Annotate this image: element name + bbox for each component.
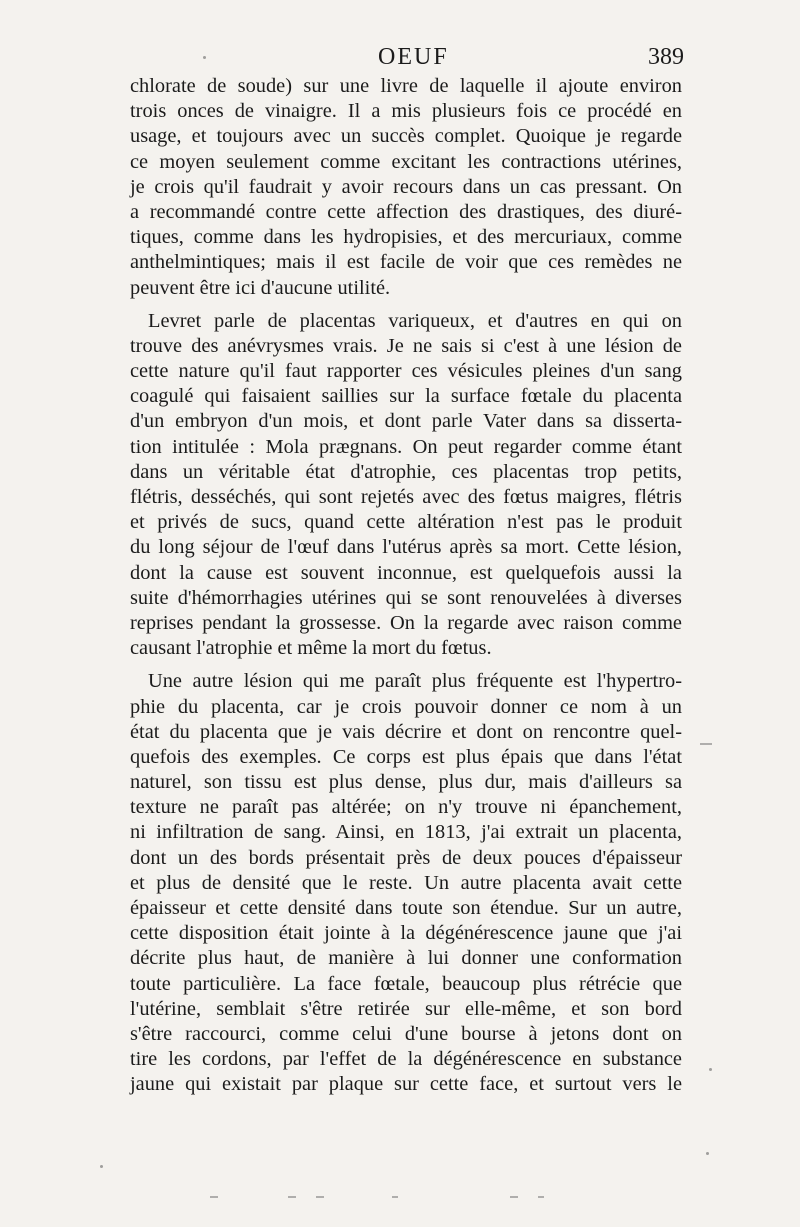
text-line: texture ne paraît pas altérée; on n'y trouve ni épanchement, xyxy=(130,796,682,819)
scan-speck xyxy=(706,1152,709,1155)
text-line: et privés de sucs, quand cette altération n'est pas le produit xyxy=(130,511,682,534)
running-header xyxy=(130,44,684,78)
text-line: anthelmintiques; mais il est facile de voir que ces remèdes ne xyxy=(130,251,682,274)
text-line: flétris, desséchés, qui sont rejetés avec des fœtus maigres, flétris xyxy=(130,486,682,508)
text-line: trouve des anévrysmes vrais. Je ne sais si c'est à une lésion de xyxy=(130,334,682,357)
text-line: tire les cordons, par l'effet de la dégénérescence en substance xyxy=(130,1048,682,1071)
page-number: 389 xyxy=(648,44,684,70)
text-line: chlorate de soude) sur une livre de laquelle il ajoute environ xyxy=(130,75,682,97)
text-line: décrite plus haut, de manière à lui donner une conformation xyxy=(130,947,682,970)
text-line: état du placenta que je vais décrire et dont on rencontre quel- xyxy=(130,720,682,743)
text-line: tiques, comme dans les hydropisies, et des mercuriaux, comme xyxy=(130,226,682,249)
text-line: tion intitulée : Mola prægnans. On peut regarder comme étant xyxy=(130,435,682,458)
text-line: causant l'atrophie et même la mort du fœtus. xyxy=(130,637,492,660)
text-line: cette disposition était jointe à la dégénérescence jaune que j'ai xyxy=(130,922,682,945)
text-line: Levret parle de placentas variqueux, et d'autres en qui on xyxy=(148,309,682,332)
text-line: phie du placenta, car je crois pouvoir donner ce nom à un xyxy=(130,695,682,718)
text-line: jaune qui existait par plaque sur cette face, et surtout vers le xyxy=(130,1073,682,1096)
text-line: suite d'hémorrhagies utérines qui se sont renouvelées à diverses xyxy=(130,586,682,609)
paragraph-2 xyxy=(130,309,682,662)
scan-mark xyxy=(288,1196,296,1198)
paragraph-1 xyxy=(130,74,682,301)
text-line: trois onces de vinaigre. Il a mis plusieurs fois ce procédé en xyxy=(130,100,682,123)
text-line: a recommandé contre cette affection des drastiques, des diuré- xyxy=(130,200,682,223)
text-line: quefois des exemples. Ce corps est plus épais que dans l'état xyxy=(130,745,682,768)
text-line: cette nature qu'il faut rapporter ces vésicules pleines d'un sang xyxy=(130,360,682,383)
text-line: je crois qu'il faudrait y avoir recours dans un cas pressant. On xyxy=(130,175,682,198)
text-line: ce moyen seulement comme excitant les contractions utérines, xyxy=(130,150,682,173)
text-line: Une autre lésion qui me paraît plus fréquente est l'hypertro- xyxy=(148,670,682,693)
text-line: usage, et toujours avec un succès complet. Quoique je regarde xyxy=(130,125,682,148)
scan-mark xyxy=(210,1196,218,1198)
text-line: l'utérine, semblait s'être retirée sur elle-même, et son bord xyxy=(130,997,682,1020)
scan-mark xyxy=(510,1196,518,1198)
body-text xyxy=(130,74,682,1098)
scan-speck xyxy=(100,1165,103,1168)
running-title: OEUF xyxy=(378,44,449,70)
scan-mark xyxy=(538,1196,544,1198)
text-line: s'être raccourci, comme celui d'une bourse à jetons dont on xyxy=(130,1022,682,1045)
scan-mark xyxy=(316,1196,324,1198)
text-line: et plus de densité que le reste. Un autre placenta avait cette xyxy=(130,871,682,894)
text-line: d'un embryon d'un mois, et dont parle Vater dans sa disserta- xyxy=(130,410,682,433)
text-line: naturel, son tissu est plus dense, plus dur, mais d'ailleurs sa xyxy=(130,771,682,794)
text-line: dont un des bords présentait près de deux pouces d'épaisseur xyxy=(130,846,682,869)
text-line: peuvent être ici d'aucune utilité. xyxy=(130,276,391,299)
scan-speck xyxy=(709,1068,712,1071)
text-line: ni infiltration de sang. Ainsi, en 1813, j'ai extrait un placenta, xyxy=(130,821,682,844)
text-line: reprises pendant la grossesse. On la regarde avec raison comme xyxy=(130,611,682,634)
text-line: toute particulière. La face fœtale, beaucoup plus rétrécie que xyxy=(130,972,682,995)
scan-speck xyxy=(203,56,206,59)
text-line: du long séjour de l'œuf dans l'utérus après sa mort. Cette lésion, xyxy=(130,536,682,559)
text-line: dans un véritable état d'atrophie, ces placentas trop petits, xyxy=(130,460,682,483)
scan-mark xyxy=(392,1196,398,1198)
text-line: épaisseur et cette densité dans toute son étendue. Sur un autre, xyxy=(130,897,682,919)
text-line: dont la cause est souvent inconnue, est quelquefois aussi la xyxy=(130,561,682,584)
scan-mark xyxy=(700,743,712,745)
paragraph-3 xyxy=(130,669,682,1097)
text-line: coagulé qui faisaient saillies sur la surface fœtale du placenta xyxy=(130,385,682,408)
